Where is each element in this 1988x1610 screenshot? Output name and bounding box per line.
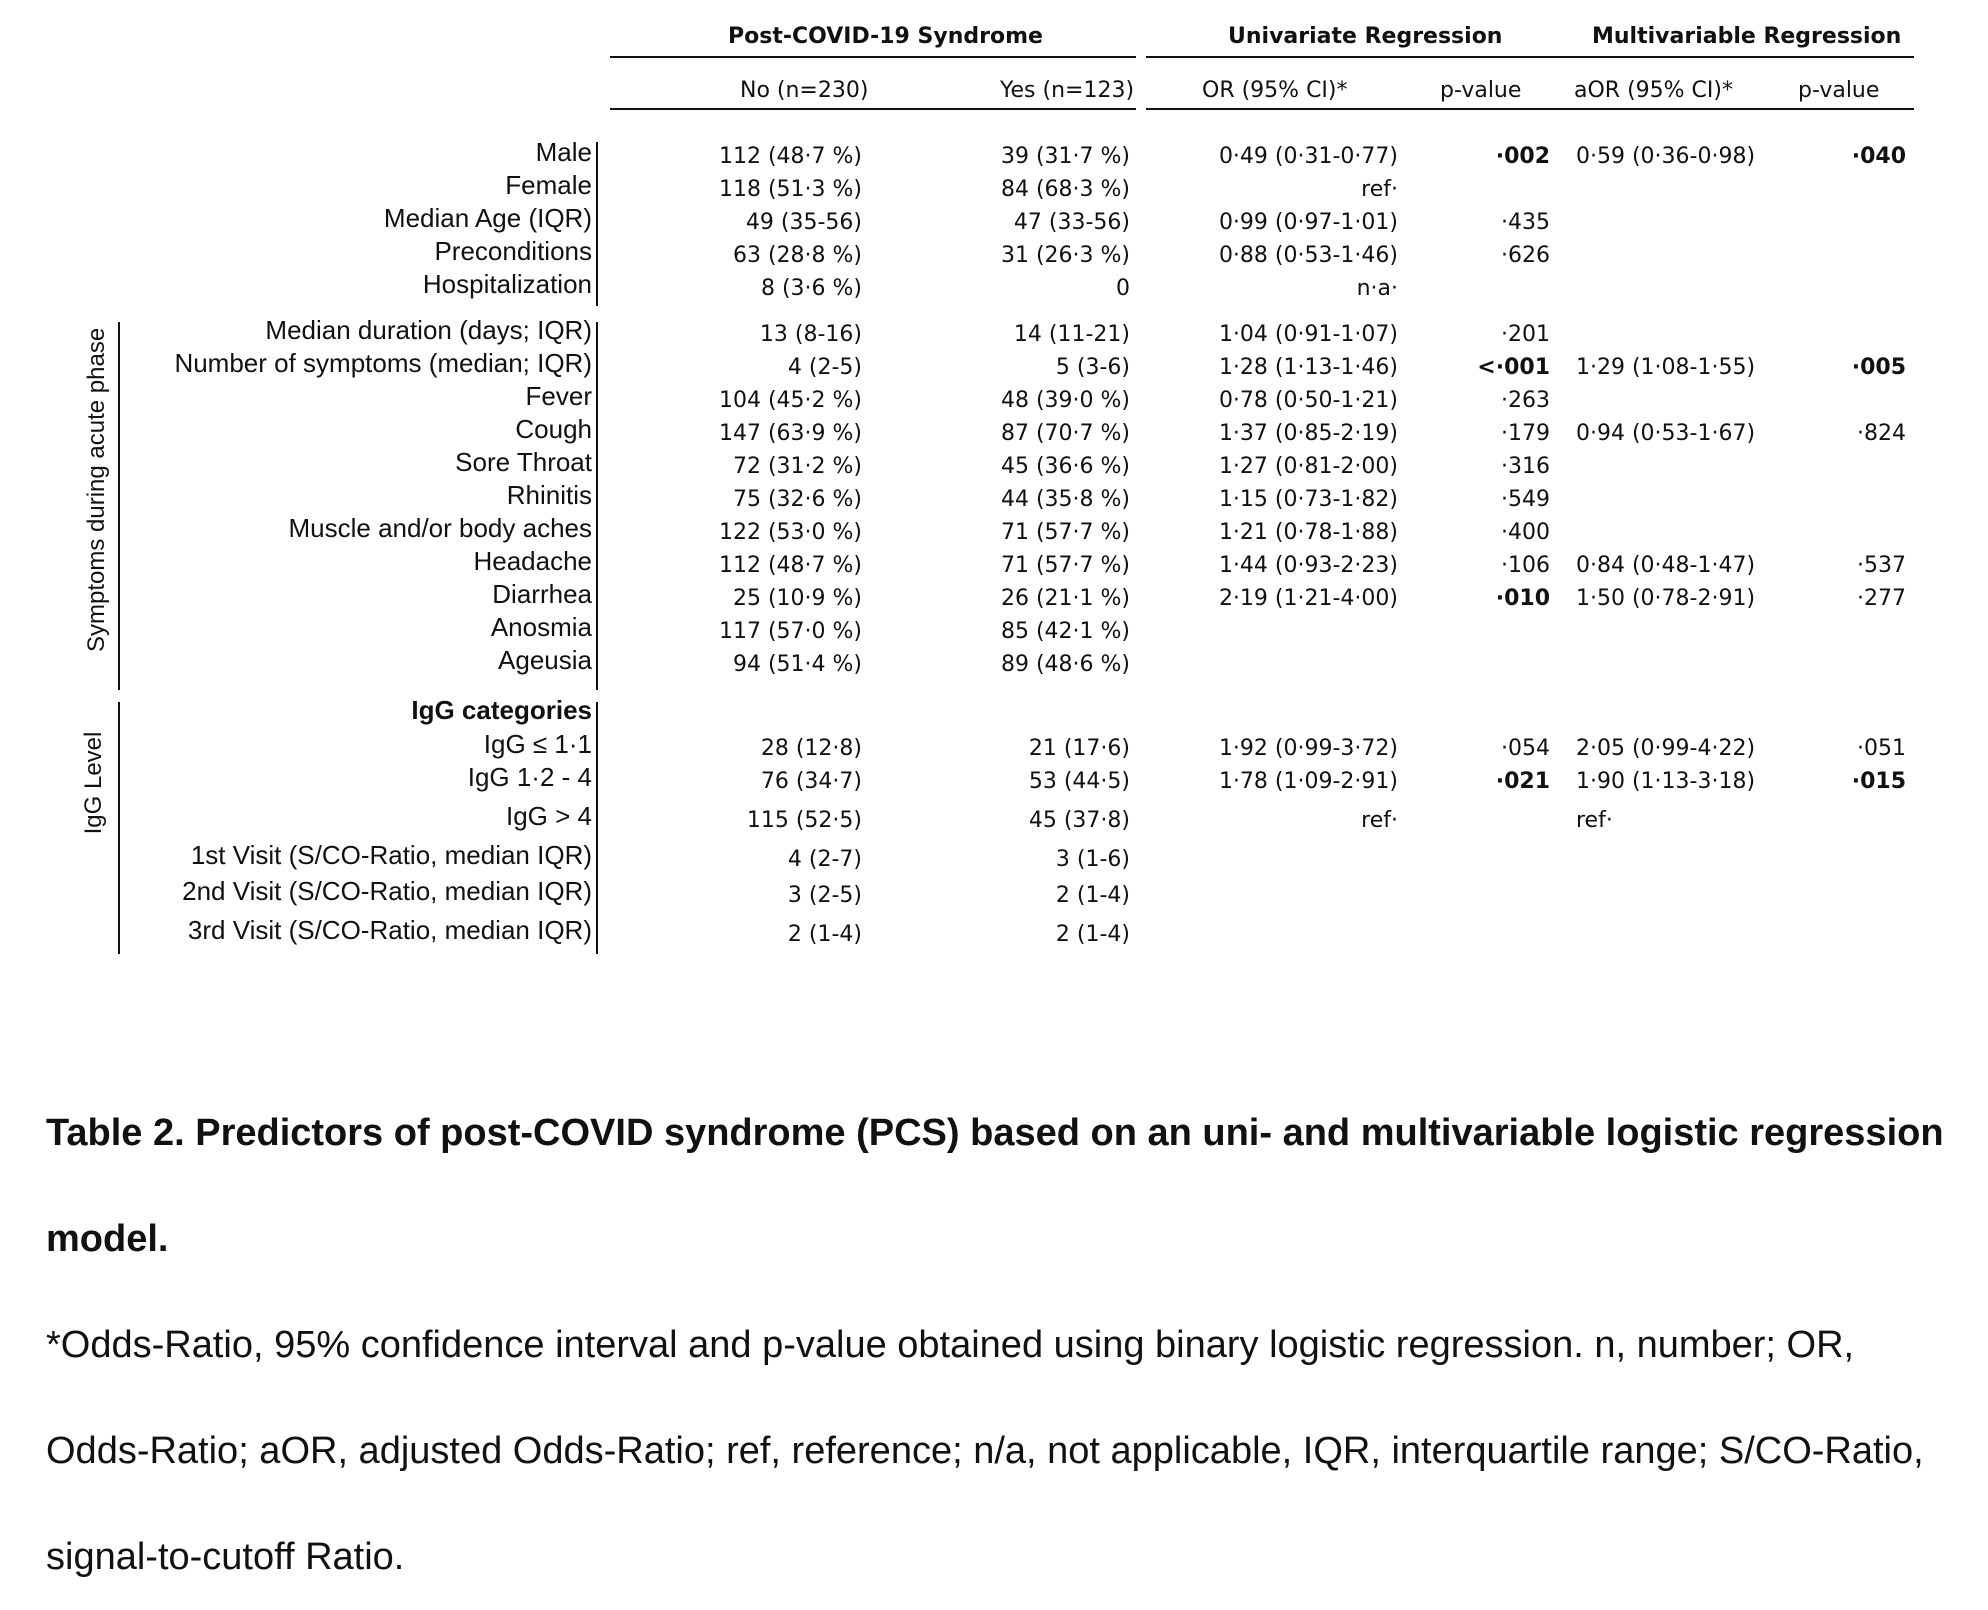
cell-or: 1·44 (0·93-2·23) [1218,553,1398,578]
cell-no: 63 (28·8 %) [732,243,862,268]
row-label: Preconditions [434,236,592,266]
cell-yes: 84 (68·3 %) [1000,177,1130,202]
cell-ap: ·051 [1857,736,1906,761]
row-label: Fever [525,381,592,411]
cell-or: 0·78 (0·50-1·21) [1218,388,1398,413]
cell-no: 3 (2-5) [787,883,862,908]
col-header-yes: Yes (n=123) [1000,78,1135,103]
row-label: Cough [515,414,592,444]
cell-no: 4 (2-7) [787,847,862,872]
cell-no: 25 (10·9 %) [732,586,862,611]
row-label: Headache [473,546,592,576]
row-label: Hospitalization [422,269,592,299]
cell-no: 28 (12·8) [760,736,862,761]
cell-no: 13 (8-16) [759,322,862,347]
cell-yes: 31 (26·3 %) [1000,243,1130,268]
row-label: Ageusia [498,645,592,675]
cell-or: 0·99 (0·97-1·01) [1218,210,1398,235]
cell-yes: 44 (35·8 %) [1000,487,1130,512]
cell-yes: 21 (17·6) [1028,736,1130,761]
cell-or: 0·88 (0·53-1·46) [1218,243,1398,268]
cell-no: 147 (63·9 %) [718,421,862,446]
cell-ap: ·537 [1857,553,1906,578]
cell-p: ·021 [1495,769,1550,794]
row-label: IgG > 4 [506,801,592,831]
cell-no: 2 (1-4) [787,922,862,947]
cell-aor: ref· [1576,808,1613,833]
cell-yes: 0 [1116,276,1130,301]
cell-or: ref· [1361,808,1398,833]
col-header-aor: aOR (95% CI)* [1574,78,1733,103]
section-bracket-igg [118,702,120,954]
cell-yes: 47 (33-56) [1013,210,1130,235]
col-rule-regression [1146,108,1914,110]
cell-ap: ·040 [1851,144,1906,169]
cell-aor: 0·94 (0·53-1·67) [1576,421,1756,446]
cell-yes: 45 (36·6 %) [1000,454,1130,479]
cell-yes: 26 (21·1 %) [1000,586,1130,611]
col-header-pvalue: p-value [1440,78,1522,103]
cell-p: ·626 [1501,243,1550,268]
cell-yes: 71 (57·7 %) [1000,520,1130,545]
row-label: Muscle and/or body aches [288,513,592,543]
label-separator-symptoms [596,322,598,690]
row-label: 2nd Visit (S/CO-Ratio, median IQR) [182,876,592,906]
cell-or: 1·78 (1·09-2·91) [1218,769,1398,794]
cell-or: 0·49 (0·31-0·77) [1218,144,1398,169]
row-label: Sore Throat [455,447,592,477]
cell-no: 76 (34·7) [760,769,862,794]
cell-or: ref· [1361,177,1398,202]
cell-no: 75 (32·6 %) [732,487,862,512]
cell-or: 1·28 (1·13-1·46) [1218,355,1398,380]
cell-no: 118 (51·3 %) [718,177,862,202]
section-label-symptoms: Symptoms during acute phase [83,327,110,652]
cell-ap: ·277 [1857,586,1906,611]
cell-no: 72 (31·2 %) [732,454,862,479]
cell-aor: 0·84 (0·48-1·47) [1576,553,1756,578]
cell-or: n·a· [1356,276,1398,301]
cell-no: 112 (48·7 %) [718,144,862,169]
cell-or: 1·04 (0·91-1·07) [1218,322,1398,347]
row-label: Rhinitis [506,480,592,510]
cell-yes: 5 (3-6) [1055,355,1130,380]
cell-yes: 45 (37·8) [1028,808,1130,833]
cell-p: ·179 [1501,421,1550,446]
cell-ap: ·015 [1851,769,1906,794]
cell-p: ·549 [1501,487,1550,512]
row-label: Anosmia [490,612,592,642]
cell-aor: 1·50 (0·78-2·91) [1576,586,1756,611]
group-rule-regression [1146,56,1914,58]
cell-or: 1·15 (0·73-1·82) [1218,487,1398,512]
cell-yes: 71 (57·7 %) [1000,553,1130,578]
group-header-multivariable: Multivariable Regression [1592,24,1902,49]
section-bracket-symptoms [118,322,120,690]
col-rule-yes [878,108,1136,110]
col-header-adj-pvalue: p-value [1798,78,1880,103]
col-rule-no [610,108,880,110]
cell-aor: 0·59 (0·36-0·98) [1576,144,1756,169]
cell-p: ·400 [1501,520,1550,545]
cell-p: ·010 [1495,586,1550,611]
row-label: Median Age (IQR) [383,203,592,233]
cell-yes: 85 (42·1 %) [1000,619,1130,644]
row-label: Female [505,170,592,200]
cell-yes: 14 (11-21) [1013,322,1130,347]
cell-or: 2·19 (1·21-4·00) [1218,586,1398,611]
label-separator-demographics [596,142,598,306]
cell-p: ·201 [1501,322,1550,347]
cell-p: ·002 [1495,144,1550,169]
cell-no: 8 (3·6 %) [760,276,862,301]
group-rule-pcs [610,56,1136,58]
cell-p: ·435 [1501,210,1550,235]
cell-p: ·054 [1501,736,1550,761]
cell-no: 112 (48·7 %) [718,553,862,578]
cell-or: 1·21 (0·78-1·88) [1218,520,1398,545]
row-label: IgG categories [411,695,592,725]
cell-yes: 48 (39·0 %) [1000,388,1130,413]
cell-yes: 2 (1-4) [1055,922,1130,947]
cell-p: <·001 [1477,355,1550,380]
group-header-univariate: Univariate Regression [1228,24,1503,49]
row-label: Median duration (days; IQR) [265,315,592,345]
cell-no: 49 (35-56) [745,210,862,235]
section-label-igg: IgG Level [80,731,107,835]
cell-no: 4 (2-5) [787,355,862,380]
cell-yes: 89 (48·6 %) [1000,652,1130,677]
cell-ap: ·824 [1857,421,1906,446]
cell-or: 1·92 (0·99-3·72) [1218,736,1398,761]
cell-yes: 3 (1-6) [1055,847,1130,872]
cell-or: 1·27 (0·81-2·00) [1218,454,1398,479]
cell-p: ·263 [1501,388,1550,413]
cell-aor: 1·29 (1·08-1·55) [1576,355,1756,380]
row-label: Diarrhea [492,579,592,609]
table-caption-note: *Odds-Ratio, 95% confidence interval and p-value obtained using binary logistic regression. n, number; OR, Odds-Ratio; aOR, adjusted Odds-Ratio; ref, reference; n/a, not applicable, IQR, interquartile range; S/CO-Ratio, signal-to-cutoff Ratio. [46,1324,1924,1578]
cell-yes: 87 (70·7 %) [1000,421,1130,446]
col-header-or: OR (95% CI)* [1202,78,1348,103]
cell-p: ·316 [1501,454,1550,479]
cell-no: 115 (52·5) [746,808,862,833]
cell-no: 117 (57·0 %) [718,619,862,644]
cell-aor: 1·90 (1·13-3·18) [1576,769,1756,794]
cell-yes: 53 (44·5) [1028,769,1130,794]
group-header-pcs: Post-COVID-19 Syndrome [728,24,1043,49]
row-label: 3rd Visit (S/CO-Ratio, median IQR) [187,915,592,945]
cell-yes: 2 (1-4) [1055,883,1130,908]
table-caption-title: Table 2. Predictors of post-COVID syndrome (PCS) based on an uni- and multivariable logistic regression model. [46,1112,1944,1260]
col-header-no: No (n=230) [740,78,869,103]
cell-p: ·106 [1501,553,1550,578]
cell-or: 1·37 (0·85-2·19) [1218,421,1398,446]
row-label: IgG 1·2 - 4 [467,762,592,792]
row-label: Male [535,137,592,167]
row-label: IgG ≤ 1·1 [483,729,592,759]
cell-yes: 39 (31·7 %) [1000,144,1130,169]
cell-aor: 2·05 (0·99-4·22) [1576,736,1756,761]
row-label: 1st Visit (S/CO-Ratio, median IQR) [190,840,592,870]
cell-no: 104 (45·2 %) [718,388,862,413]
cell-ap: ·005 [1851,355,1906,380]
cell-no: 122 (53·0 %) [718,520,862,545]
cell-no: 94 (51·4 %) [732,652,862,677]
label-separator-igg [596,702,598,954]
row-label: Number of symptoms (median; IQR) [174,348,592,378]
